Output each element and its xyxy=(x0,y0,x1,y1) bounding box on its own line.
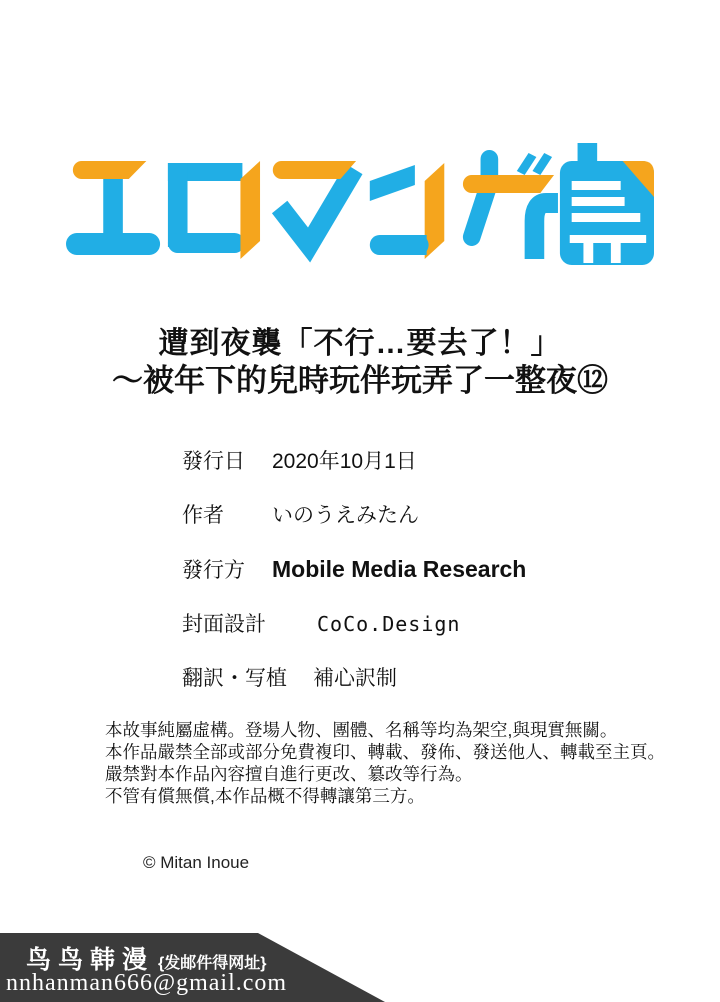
logo-glyph-ga xyxy=(463,153,558,259)
book-title-line1: 遭到夜襲「不行…要去了！」 xyxy=(158,327,562,360)
watermark-note: {发邮件得网址} xyxy=(158,955,267,972)
credit-label: 翻訳・写植 xyxy=(182,667,287,690)
logo-glyph-ro xyxy=(168,161,260,259)
disclaimer-line: 嚴禁對本作品內容擅自進行更改、簒改等行為。 xyxy=(105,764,473,784)
credit-value: 2020年10月1日 xyxy=(272,450,417,473)
book-title-line2: ～被年下的兒時玩伴玩弄了一整夜⑫ xyxy=(112,363,608,398)
credit-row-author xyxy=(182,504,526,527)
credit-label: 發行方 xyxy=(182,559,245,582)
copyright-notice: © Mitan Inoue xyxy=(143,853,250,872)
watermark-name: 鸟鸟韩漫 xyxy=(26,946,155,974)
credit-row-translation xyxy=(182,667,526,690)
credit-label: 作者 xyxy=(182,504,224,527)
credit-value: Mobile Media Research xyxy=(272,556,527,582)
credit-value: いのうえみたん xyxy=(272,504,419,527)
credit-value: 補心訳制 xyxy=(313,667,397,690)
book-title xyxy=(0,326,720,400)
logo-glyph-n xyxy=(370,163,444,259)
credit-row-publish-date xyxy=(182,450,526,473)
watermark-banner xyxy=(0,933,720,1002)
credit-value: CoCo.Design xyxy=(317,612,461,636)
credit-row-publisher xyxy=(182,558,526,582)
credit-label: 發行日 xyxy=(182,450,245,473)
disclaimer-text xyxy=(105,719,665,807)
disclaimer-line: 不管有償無償,本作品概不得轉讓第三方。 xyxy=(105,786,425,806)
publisher-logo xyxy=(66,141,654,267)
disclaimer-line: 本作品嚴禁全部或部分免費複印、轉載、發佈、發送他人、轉載至主頁。 xyxy=(105,742,665,762)
publisher-logo-art xyxy=(66,141,654,267)
credit-row-cover-design xyxy=(182,613,526,636)
credit-label: 封面設計 xyxy=(182,613,266,636)
logo-glyph-shima xyxy=(560,143,654,265)
logo-glyph-e xyxy=(66,161,160,255)
watermark-email: nnhanman666@gmail.com xyxy=(6,970,288,996)
credits-list xyxy=(182,450,526,721)
disclaimer-line: 本故事純屬虛構。登場人物、團體、名稱等均為架空,與現實無關。 xyxy=(105,720,618,740)
logo-glyph-ma xyxy=(273,161,356,245)
